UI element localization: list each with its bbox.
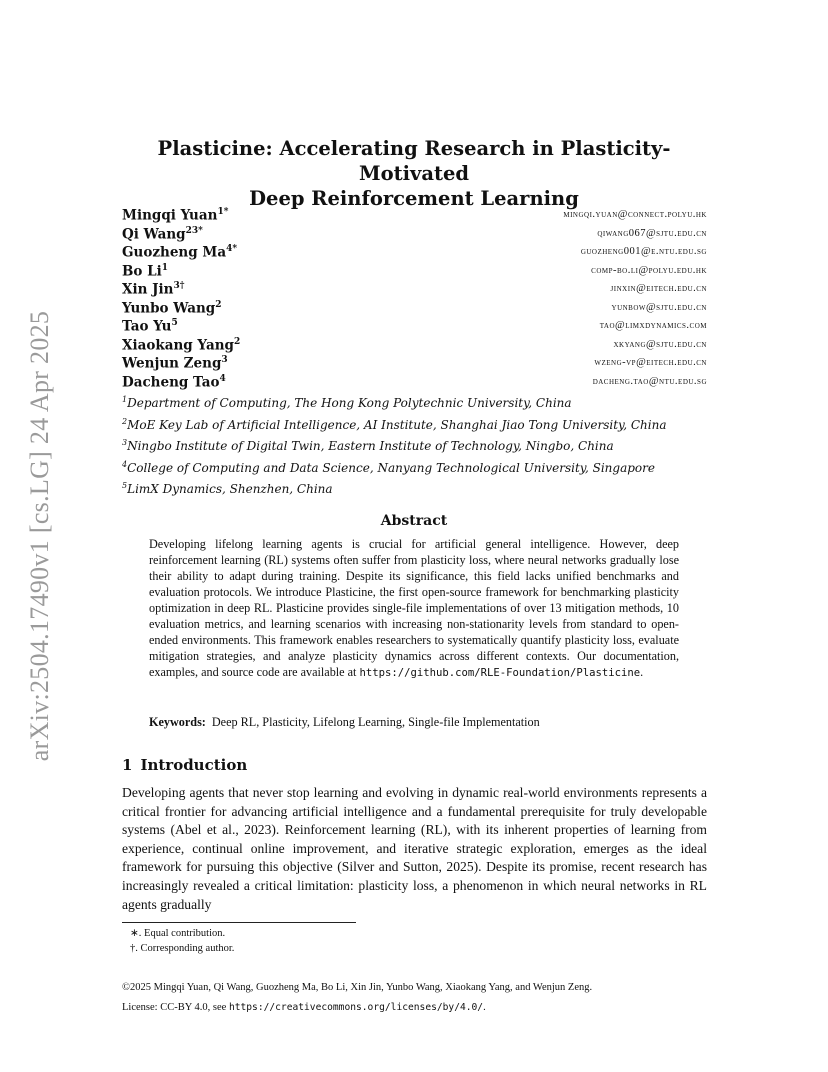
author-name: Xiaokang Yang$^2$: [122, 336, 241, 353]
author-name: Yunbo Wang$^2$: [122, 299, 222, 316]
author-row: [122, 281, 707, 300]
author-affiliation-marks: 3†: [173, 281, 185, 291]
author-name: Guozheng $Ma^{4*}$: [122, 244, 238, 261]
license-notice: License: CC-BY 4.0, see https://creativecommons.org/licenses/by/4.0/.: [122, 1002, 486, 1013]
license-prefix: License: CC-BY 4.0, see: [122, 1002, 227, 1013]
author-email: wzeng-vp@eitech.edu.cn: [594, 357, 707, 368]
copyright-notice: ©2025 Mingqi Yuan, Qi Wang, Guozheng Ma, Bo Li, Xin Jin, Yunbo Wang, Xiaokang Yang, and Wenjun Zeng.: [122, 982, 593, 993]
author-affiliation-marks: 23*: [185, 225, 203, 236]
section-heading: [122, 756, 247, 774]
author-affiliation-marks: 4*: [226, 244, 238, 254]
author-row: [122, 263, 707, 282]
arxiv-identifier-stamp: arXiv:2504.17490v1 [cs.LG] 24 Apr 2025: [25, 310, 54, 762]
author-email: mingqi.yuan@connect.polyu.hk: [563, 209, 707, 220]
author-row: [122, 207, 707, 226]
affiliation-item: $^5$LimX Dynamics, Shenzhen, China: [122, 481, 333, 496]
author-affiliation-marks: 5: [171, 318, 178, 328]
author-row: [122, 300, 707, 319]
author-email: comp-bo.li@polyu.edu.hk: [591, 264, 707, 276]
author-name: Dacheng Tao$^4$: [122, 373, 226, 390]
author-email: tao@limxdynamics.com: [599, 320, 707, 331]
author-name: Bo Li$^1$: [122, 262, 169, 279]
title-line-2: Deep Reinforcement Learning: [249, 187, 579, 210]
footnotes: [130, 926, 234, 956]
author-email: qiwang067@sjtu.edu.cn: [597, 227, 707, 239]
author-row: [122, 337, 707, 356]
keywords-text: Deep RL, Plasticity, Lifelong Learning, Single-file Implementation: [211, 715, 540, 729]
abstract-text: Developing lifelong learning agents is crucial for artificial general intelligence. However, deep reinforcement learning (RL) systems often suffer from plasticity loss, where neural networks gradually lose their ability to adapt during training. Despite its significance, this field lacks unified benchmarks and evaluation protocols. We introduce Plasticine, the first open-source framework for benchmarking plasticity optimization in deep RL. Plasticine provides single-file implementations of over 13 mitigation methods, 10 evaluation metrics, and learning scenarios with increasing non-stationarity levels from standard to open-ended environments. This framework enables researchers to systematically quantify plasticity loss, evaluate mitigation strategies, and analyze plasticity dynamics across different contexts. Our documentation, examples, and source code are available at: [149, 537, 679, 679]
license-link[interactable]: https://creativecommons.org/licenses/by/4.0/: [228, 1002, 484, 1013]
author-row: [122, 374, 707, 393]
author-email: xkyang@sjtu.edu.cn: [613, 338, 707, 350]
author-affiliation-marks: 1: [161, 262, 169, 273]
author-list: [122, 207, 707, 392]
affiliation-item: $^2$MoE Key Lab of Artificial Intelligence, AI Institute, Shanghai Jiao Tong University, China: [122, 416, 667, 432]
author-email: guozheng001@e.ntu.edu.sg: [580, 246, 707, 257]
author-email: dacheng.tao@ntu.edu.sg: [592, 375, 707, 387]
author-affiliation-marks: 1*: [217, 207, 229, 217]
author-email: yunbow@sjtu.edu.cn: [611, 301, 707, 313]
abstract-heading: Abstract: [380, 513, 448, 529]
affiliation-item: $^3$Ningbo Institute of Digital Twin, Eastern Institute of Technology, Ningbo, China: [122, 438, 614, 453]
author-name: Wenjun Zeng$^3$: [122, 355, 228, 372]
section-title: Introduction: [140, 756, 248, 774]
author-affiliation-marks: 2: [215, 299, 222, 310]
author-row: [122, 226, 707, 245]
affiliation-list: [122, 391, 722, 499]
author-name: Tao Yu$^5$: [122, 318, 178, 335]
github-link[interactable]: https://github.com/RLE-Foundation/Plasticine: [359, 667, 641, 679]
author-affiliation-marks: 4: [219, 373, 226, 384]
footnote-item: †. Corresponding author.: [130, 943, 235, 954]
author-affiliation-marks: 3: [221, 355, 228, 365]
author-name: Xin Jin$^{3\dagger}$: [122, 281, 185, 298]
author-name: Mingqi Yuan$^{1*}$: [122, 207, 229, 224]
author-row: [122, 244, 707, 263]
affiliation-item: $^4$College of Computing and Data Science, Nanyang Technological University, Singapore: [122, 459, 655, 475]
footnote-item: ∗. Equal contribution.: [130, 928, 226, 939]
keywords-label: Keywords:: [149, 715, 206, 729]
author-name: Qi Wang$^{23*}$: [122, 225, 203, 242]
author-row: [122, 318, 707, 337]
author-email: jinxin@eitech.edu.cn: [610, 283, 707, 294]
author-row: [122, 355, 707, 374]
keywords: [149, 715, 540, 730]
title-line-1: Plasticine: Accelerating Research in Plasticity-Motivated: [157, 137, 671, 185]
footnote-divider: [122, 922, 356, 923]
author-affiliation-marks: 2: [234, 336, 241, 347]
abstract-paragraph: Developing lifelong learning agents is crucial for artificial general intelligence. However, deep reinforcement learning (RL) systems often suffer from plasticity loss, where neural networks gradually lose their ability to adapt during training. Despite its significance, this field lacks unified benchmarks and evaluation protocols. We introduce Plasticine, the first open-source framework for benchmarking plasticity optimization in deep RL. Plasticine provides single-file implementations of over 13 mitigation methods, 10 evaluation metrics, and learning scenarios with increasing non-stationarity levels from standard to open-ended environments. This framework enables researchers to systematically quantify plasticity loss, evaluate mitigation strategies, and analyze plasticity dynamics across different contexts. Our documentation, examples, and source code are available at https://github.com/RLE-Foundation/Plasticine.: [149, 537, 679, 679]
section-number: 1: [122, 756, 133, 774]
introduction-paragraph: Developing agents that never stop learning and evolving in dynamic real-world environments represents a critical frontier for advancing artificial intelligence and a fundamental prerequisite for truly developable systems (Abel et al., 2023). Reinforcement learning (RL), with its inherent properties of learning from experience, continual online improvement, and iterative strategic exploration, emerges as the ideal framework for pursuing this objective (Silver and Sutton, 2025). Despite its promise, recent research has increasingly revealed a critical limitation: plasticity loss, a phenomenon in which neural networks in RL agents gradually: [122, 785, 707, 912]
paper-title: [122, 136, 706, 211]
affiliation-item: $^1$Department of Computing, The Hong Kong Polytechnic University, China: [122, 395, 572, 410]
